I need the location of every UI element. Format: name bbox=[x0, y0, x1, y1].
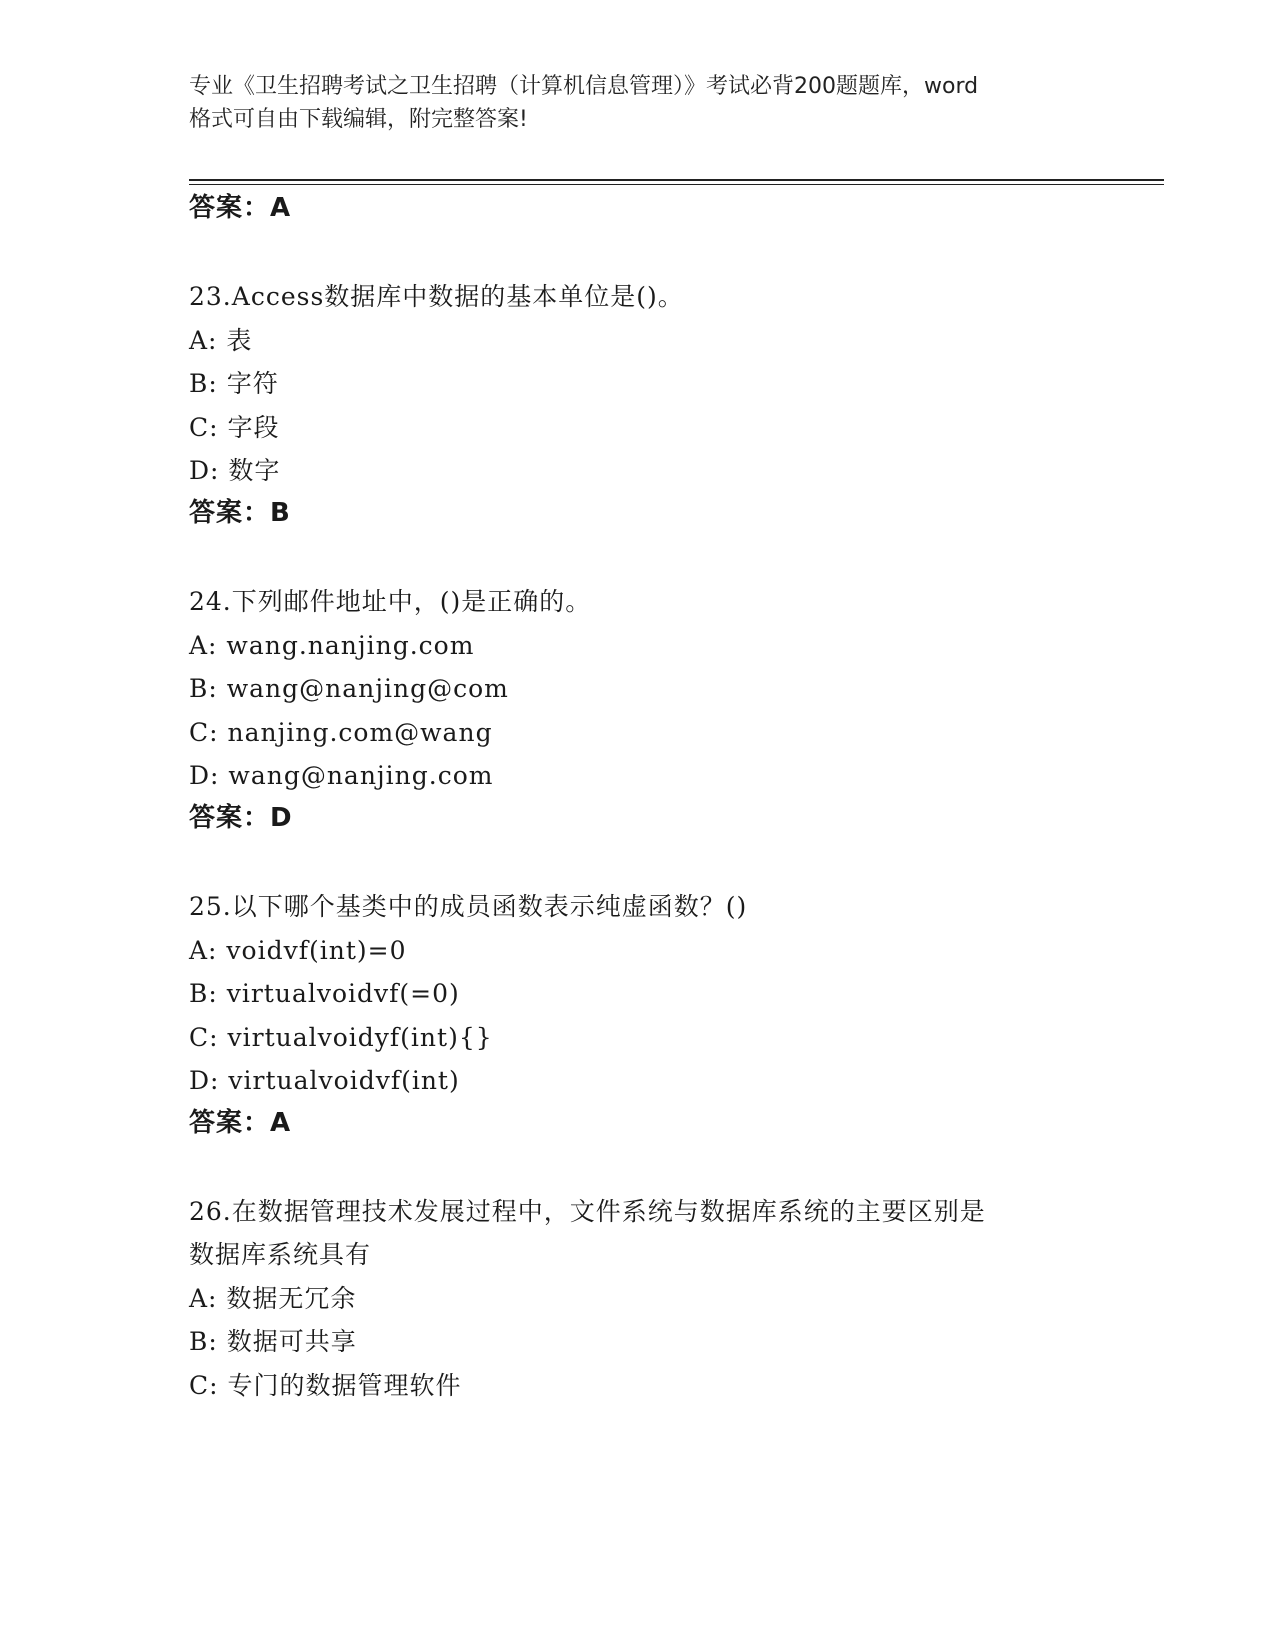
question-24-option-b: B: wang@nanjing@com bbox=[189, 674, 509, 703]
question-23-option-a: A: 表 bbox=[189, 326, 253, 355]
document-header bbox=[189, 70, 1089, 136]
question-25-answer: 答案：A bbox=[189, 1108, 292, 1138]
header-line-2: 格式可自由下载编辑，附完整答案! bbox=[189, 107, 528, 132]
question-23-stem: 23.Access数据库中数据的基本单位是()。 bbox=[189, 282, 684, 311]
question-23-option-d: D: 数字 bbox=[189, 456, 281, 485]
question-24-stem: 24.下列邮件地址中，()是正确的。 bbox=[189, 587, 592, 616]
question-26-option-c: C: 专门的数据管理软件 bbox=[189, 1371, 462, 1400]
question-25-stem: 25.以下哪个基类中的成员函数表示纯虚函数？() bbox=[189, 892, 748, 921]
question-25-option-a: A: voidvf(int)=0 bbox=[189, 936, 407, 965]
header-line-1: 专业《卫生招聘考试之卫生招聘（计算机信息管理）》考试必背200题题库，word bbox=[189, 74, 979, 99]
question-23-answer: 答案：B bbox=[189, 498, 291, 528]
previous-answer: 答案：A bbox=[189, 193, 292, 223]
question-23-option-b: B: 字符 bbox=[189, 369, 279, 398]
header-divider-thick bbox=[189, 179, 1164, 181]
question-25-option-d: D: virtualvoidvf(int) bbox=[189, 1066, 460, 1095]
question-24-answer: 答案：D bbox=[189, 803, 293, 833]
question-24-option-c: C: nanjing.com@wang bbox=[189, 718, 493, 747]
question-26-stem-line-2: 数据库系统具有 bbox=[189, 1240, 372, 1269]
question-23-option-c: C: 字段 bbox=[189, 413, 280, 442]
question-25-option-c: C: virtualvoidyf(int){} bbox=[189, 1023, 493, 1052]
question-26-option-a: A: 数据无冗余 bbox=[189, 1284, 357, 1313]
question-24-option-d: D: wang@nanjing.com bbox=[189, 761, 494, 790]
question-25-option-b: B: virtualvoidvf(=0) bbox=[189, 979, 460, 1008]
question-26-stem-line-1: 26.在数据管理技术发展过程中，文件系统与数据库系统的主要区别是 bbox=[189, 1197, 986, 1226]
header-divider-thin bbox=[189, 184, 1164, 185]
question-24-option-a: A: wang.nanjing.com bbox=[189, 631, 475, 660]
question-26-option-b: B: 数据可共享 bbox=[189, 1327, 357, 1356]
